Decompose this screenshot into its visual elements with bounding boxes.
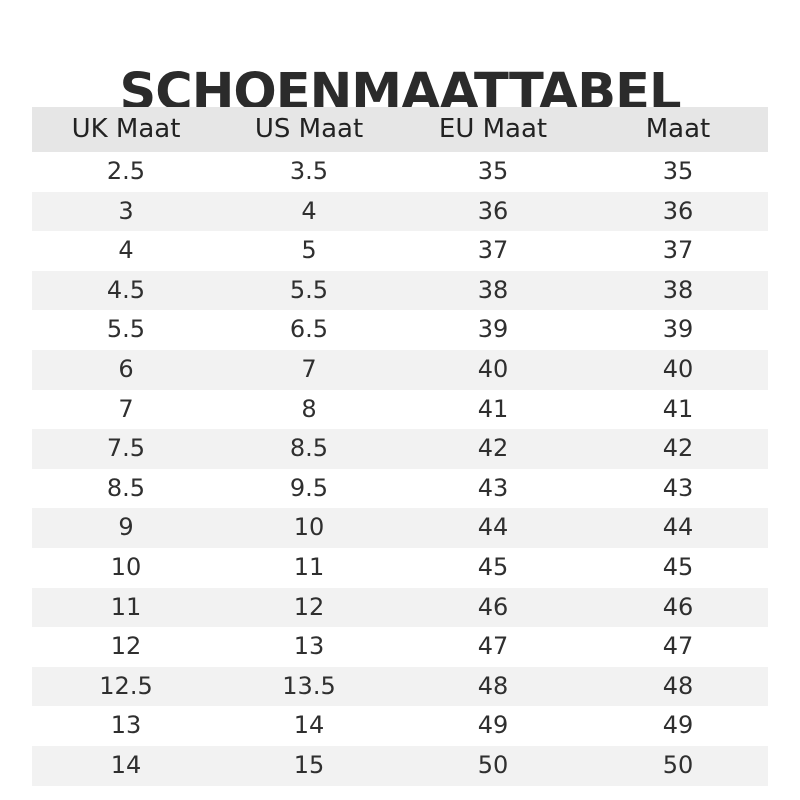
eu-size-cell: 41 bbox=[477, 394, 509, 423]
eu-size-cell: 45 bbox=[477, 552, 509, 581]
us-size-cell: 8.5 bbox=[289, 434, 329, 463]
eu-size-cell: 39 bbox=[477, 315, 509, 344]
uk-size-cell: 9 bbox=[118, 513, 134, 542]
size-cell: 43 bbox=[662, 473, 694, 502]
table-row bbox=[32, 548, 768, 588]
us-size-cell: 6.5 bbox=[289, 315, 329, 344]
size-cell: 46 bbox=[662, 592, 694, 621]
uk-size-cell: 3 bbox=[118, 196, 134, 225]
size-chart-table bbox=[32, 107, 768, 786]
us-size-cell: 5 bbox=[301, 236, 317, 265]
size-cell: 45 bbox=[662, 552, 694, 581]
uk-size-cell: 7.5 bbox=[106, 434, 146, 463]
uk-size-cell: 13 bbox=[110, 711, 142, 740]
table-row bbox=[32, 667, 768, 707]
us-size-cell: 9.5 bbox=[289, 473, 329, 502]
eu-size-cell: 49 bbox=[477, 711, 509, 740]
us-size-cell: 10 bbox=[293, 513, 325, 542]
size-cell: 40 bbox=[662, 354, 694, 383]
eu-size-cell: 48 bbox=[477, 671, 509, 700]
header-us-size: US Maat bbox=[254, 114, 364, 144]
size-cell: 38 bbox=[662, 275, 694, 304]
size-cell: 50 bbox=[662, 750, 694, 779]
table-row bbox=[32, 390, 768, 430]
table-row bbox=[32, 152, 768, 192]
header-size: Maat bbox=[645, 114, 711, 144]
eu-size-cell: 38 bbox=[477, 275, 509, 304]
uk-size-cell: 14 bbox=[110, 750, 142, 779]
us-size-cell: 14 bbox=[293, 711, 325, 740]
eu-size-cell: 42 bbox=[477, 434, 509, 463]
uk-size-cell: 4.5 bbox=[106, 275, 146, 304]
eu-size-cell: 46 bbox=[477, 592, 509, 621]
table-row bbox=[32, 271, 768, 311]
us-size-cell: 8 bbox=[301, 394, 317, 423]
eu-size-cell: 44 bbox=[477, 513, 509, 542]
header-uk-size: UK Maat bbox=[71, 114, 181, 144]
uk-size-cell: 11 bbox=[110, 592, 142, 621]
size-cell: 48 bbox=[662, 671, 694, 700]
uk-size-cell: 7 bbox=[118, 394, 134, 423]
table-row bbox=[32, 469, 768, 509]
size-cell: 41 bbox=[662, 394, 694, 423]
table-row bbox=[32, 192, 768, 232]
eu-size-cell: 47 bbox=[477, 632, 509, 661]
table-row bbox=[32, 627, 768, 667]
header-eu-size: EU Maat bbox=[438, 114, 548, 144]
uk-size-cell: 2.5 bbox=[106, 157, 146, 185]
us-size-cell: 3.5 bbox=[289, 157, 329, 185]
size-cell: 39 bbox=[662, 315, 694, 344]
table-row bbox=[32, 231, 768, 271]
us-size-cell: 11 bbox=[293, 552, 325, 581]
us-size-cell: 13.5 bbox=[282, 671, 336, 700]
table-header bbox=[32, 107, 768, 152]
page-title: SCHOENMAATTABEL bbox=[119, 63, 681, 123]
table-row bbox=[32, 588, 768, 628]
eu-size-cell: 35 bbox=[477, 157, 509, 185]
eu-size-cell: 37 bbox=[477, 236, 509, 265]
size-cell: 36 bbox=[662, 196, 694, 225]
size-cell: 35 bbox=[662, 157, 694, 185]
uk-size-cell: 10 bbox=[110, 552, 142, 581]
size-cell: 37 bbox=[662, 236, 694, 265]
table-row bbox=[32, 746, 768, 786]
header-row bbox=[32, 107, 768, 152]
us-size-cell: 4 bbox=[301, 196, 317, 225]
eu-size-cell: 36 bbox=[477, 196, 509, 225]
uk-size-cell: 5.5 bbox=[106, 315, 146, 344]
us-size-cell: 5.5 bbox=[289, 275, 329, 304]
size-cell: 49 bbox=[662, 711, 694, 740]
uk-size-cell: 8.5 bbox=[106, 473, 146, 502]
uk-size-cell: 12 bbox=[110, 632, 142, 661]
uk-size-cell: 12.5 bbox=[99, 671, 153, 700]
table-row bbox=[32, 706, 768, 746]
us-size-cell: 12 bbox=[293, 592, 325, 621]
uk-size-cell: 4 bbox=[118, 236, 134, 265]
eu-size-cell: 43 bbox=[477, 473, 509, 502]
table-row bbox=[32, 508, 768, 548]
table-row bbox=[32, 429, 768, 469]
size-cell: 44 bbox=[662, 513, 694, 542]
table-row bbox=[32, 350, 768, 390]
us-size-cell: 7 bbox=[301, 354, 317, 383]
table-body bbox=[32, 152, 768, 786]
table-row bbox=[32, 310, 768, 350]
eu-size-cell: 40 bbox=[477, 354, 509, 383]
uk-size-cell: 6 bbox=[118, 354, 134, 383]
size-cell: 47 bbox=[662, 632, 694, 661]
us-size-cell: 15 bbox=[293, 750, 325, 779]
eu-size-cell: 50 bbox=[477, 750, 509, 779]
us-size-cell: 13 bbox=[293, 632, 325, 661]
size-cell: 42 bbox=[662, 434, 694, 463]
